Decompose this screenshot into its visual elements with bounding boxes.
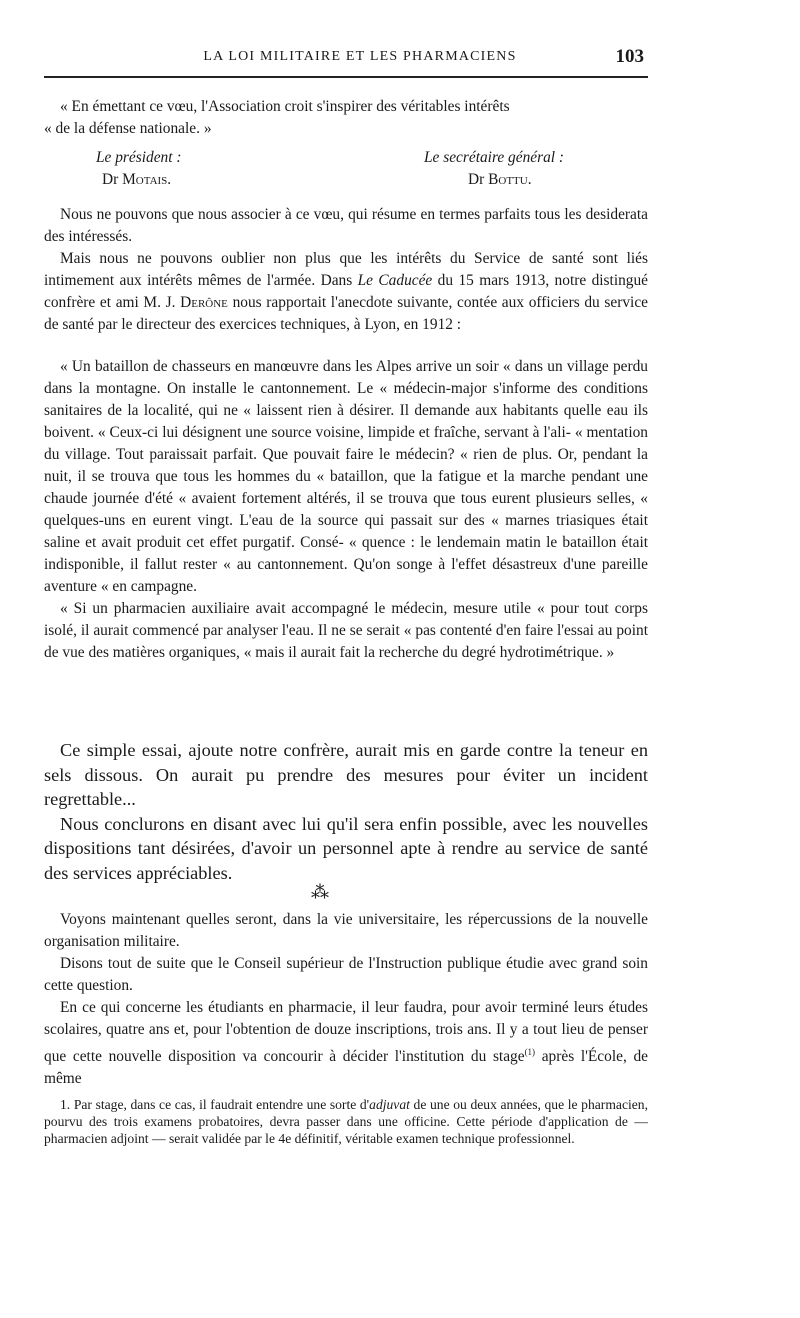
journal-title: Le Caducée bbox=[357, 272, 433, 289]
secretary-name: Bottu. bbox=[488, 171, 532, 188]
commentary-paragraph-1: Nous ne pouvons que nous associer à ce vœu, qui résume en termes parfaits tous les desiderata des intéressés. bbox=[44, 206, 648, 245]
footnote-text-a: Par stage, dans ce cas, il faudrait entendre une sorte d' bbox=[70, 1097, 370, 1112]
footnote-number: 1. bbox=[60, 1097, 71, 1112]
footnote-term: adjuvat bbox=[369, 1097, 410, 1112]
resolution-line-2: « de la défense nationale. » bbox=[44, 120, 212, 137]
author-name: Derône bbox=[180, 294, 228, 311]
commentary bbox=[44, 204, 648, 336]
resolution-line-1: « En émettant ce vœu, l'Association croit s'inspirer des véritables intérêts bbox=[60, 98, 510, 115]
conclusion-paragraph-2: Nous conclurons en disant avec lui qu'il sera enfin possible, avec les nouvelles dispositions tant désirées, d'avoir un personnel apte à rendre au service de santé des services appréciables. bbox=[44, 813, 648, 883]
university-section bbox=[44, 909, 648, 1090]
university-paragraph-2: Disons tout de suite que le Conseil supérieur de l'Instruction publique étudie avec grand soin cette question. bbox=[44, 955, 648, 994]
secretary-title: Dr bbox=[468, 171, 485, 188]
footnote-paragraph bbox=[44, 1096, 648, 1148]
university-text-a: En ce qui concerne les étudiants en pharmacie, il leur faudra, pour avoir terminé leurs études scolaires, quatre ans et, pour l'obtention de douze inscriptions, trois ans. Il y a tout lieu de penser que cette nouvelle disposition va concourir à décider l'institution du stage bbox=[44, 999, 648, 1066]
president-title: Dr bbox=[102, 171, 119, 188]
president-role: Le président : bbox=[96, 149, 182, 166]
footnote-separator bbox=[44, 1089, 244, 1090]
secretary-name-line bbox=[424, 169, 564, 191]
president-name-line bbox=[96, 169, 182, 191]
commentary-paragraph-2 bbox=[44, 248, 648, 336]
page-number: 103 bbox=[615, 46, 644, 67]
footnote bbox=[44, 1096, 648, 1148]
university-paragraph-1: Voyons maintenant quelles seront, dans la vie universitaire, les répercussions de la nouvelle organisation militaire. bbox=[44, 911, 648, 950]
anecdote-paragraph-2: « Si un pharmacien auxiliaire avait accompagné le médecin, mesure utile « pour tout corps isolé, il aurait commencé par analyser l'eau. Il ne se serait « pas contenté d'en faire l'essai au point de vue des matières organiques, « mais il aurait fait la recherche du degré hydrotimétrique. » bbox=[44, 600, 648, 661]
header-rule bbox=[44, 76, 648, 78]
secretary-signature bbox=[424, 147, 564, 191]
secretary-role: Le secrétaire général : bbox=[424, 149, 565, 166]
resolution-quote bbox=[44, 96, 648, 140]
conclusion bbox=[44, 738, 648, 886]
commentary-text-a: Mais nous ne pouvons oublier non plus que les intérêts du Service de santé sont liés intimement aux intérêts mêmes de l'armée. Dans bbox=[44, 250, 648, 289]
commentary-text-b: du 15 mars 1913, notre distingué confrère et ami M. J. bbox=[44, 272, 649, 311]
section-break-asterism: ⁂ bbox=[311, 882, 329, 902]
president-signature bbox=[96, 147, 182, 191]
footnote-text-b: de une ou deux années, que le pharmacien, pourvu des trois examens probatoires, devra passer dans une officine. Cette période d'application de — pharmacien adjoint — serait validée par le 4e définitif, véritable examen technique professionnel. bbox=[44, 1097, 648, 1147]
anecdote-paragraph-1: « Un bataillon de chasseurs en manœuvre dans les Alpes arrive un soir « dans un village perdu dans la montagne. On installe le cantonnement. Le « médecin-major s'informe des conditions sanitaires de la localité, qui ne « laissent rien à désirer. Il demande aux habitants quelle eau ils boivent. « Ceux-ci lui désignent une source voisine, limpide et fraîche, servant à l'ali- « mentation du village. Tout paraissait parfait. Que pouvait faire le médecin? « rien de plus. Or, pendant la nuit, il se trouva que tous les hommes du « bataillon, que la fatigue et la marche pendant une chaude journée d'été « avaient fortement altérés, il se trouva que tous eurent plusieurs selles, « quelques-uns en eurent vingt. L'eau de la source qui passait sur des « marnes triasiques était saline et avait produit cet effet purgatif. Consé- « quence : le lendemain matin le bataillon était indisponible, il fallut rester « au cantonnement. Qu'on songe à l'effet désastreux d'une pareille aventure « en campagne. bbox=[44, 358, 648, 595]
footnote-reference: (1) bbox=[524, 1047, 536, 1057]
commentary-text-c: nous rapportait l'anecdote suivante, contée aux officiers du service de santé par le directeur des exercices techniques, à Lyon, en 1912 : bbox=[44, 294, 648, 333]
running-title: LA LOI MILITAIRE ET LES PHARMACIENS bbox=[203, 49, 517, 64]
anecdote-quote bbox=[44, 356, 648, 664]
university-text-b: après l'École, de même bbox=[44, 1048, 648, 1088]
president-name: Motais. bbox=[122, 171, 172, 188]
conclusion-paragraph-1: Ce simple essai, ajoute notre confrère, aurait mis en garde contre la teneur en sels dissous. On aurait pu prendre des mesures pour éviter un incident regrettable... bbox=[44, 740, 648, 810]
university-paragraph-3 bbox=[44, 997, 648, 1090]
